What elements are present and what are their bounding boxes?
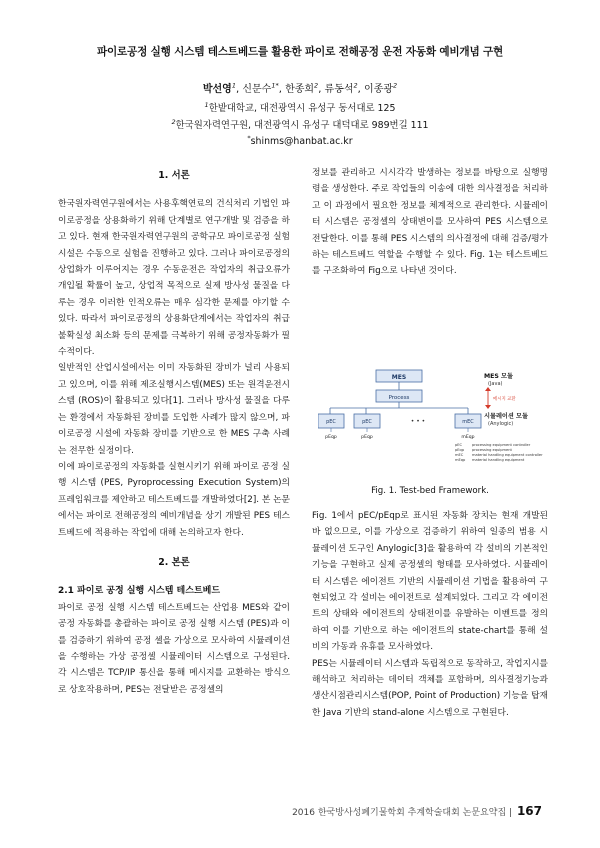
legend-key: pEqp (455, 448, 465, 452)
paragraph: 한국원자력연구원에서는 사용후핵연료의 건식처리 기법인 파이로공정을 상용화하기 위해 단계별로 연구개발 및 검증을 하고 있다. 현재 한국원자력연구원의 공학규모 파이로공정 실험시설은 수동으로 실험을 진행하고 있다. 그러나 파이로공정의 상업화가 이루어지는 경우 수동운전은 작업자의 취급오류가 개입될 확률이 높고, 상업적 목적으로 실제 방사성 물질을 다루는 경우 이러한 인적오류는 매우 심각한 문제를 야기할 수 있다. 따라서 파이로공정의 상용화단계에서는 작업자의 취급불확실성 최소화 등의 문제를 극복하기 위해 공정자동화가 필수적이다. (58, 199, 290, 358)
sim-module-label: 시뮬레이션 모듈 (484, 413, 528, 420)
author-sup: 1* (271, 81, 279, 90)
arrow-head-down-icon (485, 405, 491, 409)
process-box-label: Process (388, 395, 410, 401)
affiliation-sup: 1 (204, 100, 209, 109)
author-name: 류동석 (324, 84, 354, 95)
author-sup: 2 (353, 81, 358, 90)
paragraph: Fig. 1에서 pEC/pEqp로 표시된 자동화 장치는 현재 개발된 바 없으므로, 이를 가상으로 검증하기 위하여 일종의 범용 시뮬레이션 도구인 Anylogic[3]을 활용하여 각 설비의 기본적인 기능을 구현하고 실제 공정셀의 형태를 모사하였다. 시뮬레이터 시스템은 에이전트 기반의 시뮬레이션 기법을 활용하여 구현되었고 각 설비는 에이전트로 설계되었다. 그리고 각 에이전트의 상태와 에이전트의 상태전이를 유발하는 이벤트를 정의하여 이를 기반으로 하는 에이전트의 state-chart를 통해 설비의 가동과 유휴를 모사하였다. (312, 511, 548, 653)
testbed-framework-figure (318, 366, 546, 474)
section-heading-body: 2. 본론 (158, 556, 190, 568)
affiliation-text: 한밭대학교, 대전광역시 유성구 동서대로 125 (208, 103, 396, 114)
subsection-heading: 2.1 파이로 공정 실행 시스템 테스트베드 (58, 586, 221, 597)
mes-box-label: MES (391, 374, 407, 381)
author-name: 박선영 (202, 84, 232, 95)
eqp-label: pEqp (325, 435, 337, 440)
eqp-label: pEqp (361, 435, 373, 440)
author-sup: 1 (231, 81, 236, 90)
paragraph: 이에 파이로공정의 자동화를 실현시키기 위해 파이로 공정 실행 시스템 (PES, Pyroprocessing Execution System)의 프레임워크를 제안하고 테스트베드를 개발하였다[2]. 본 논문에서는 파이로 전해공정의 예비개념을 상기 개발된 PES 테스트베드에 적용하는 작업에 대해 논의하고자 한다. (58, 461, 290, 538)
author-sup: 2 (314, 81, 319, 90)
contact-email (0, 134, 600, 147)
footer-text: 2016 한국방사성폐기물학회 추계학술대회 논문요약집 (292, 808, 507, 818)
section-heading-intro: 1. 서론 (158, 170, 190, 181)
figure-caption: Fig. 1. Test-bed Framework. (371, 486, 489, 496)
message-exchange-label: 메시지 교환 (493, 397, 516, 402)
affiliation-sup: * (247, 134, 251, 142)
pec-box-label: pEC (362, 419, 372, 425)
author-list: 박선영$^1$, 신문수$^{1*}$, 한종희$^2$, 류동석$^2$, 이종광$^2$ (202, 81, 398, 95)
email-text: shinms@hanbat.ac.kr (250, 136, 353, 148)
author-name: 이종광 (364, 84, 394, 95)
page-footer (292, 804, 542, 818)
eqp-label: mEqp (461, 435, 475, 440)
affiliation (0, 117, 600, 131)
legend-desc: processing equipment controller (472, 443, 531, 447)
framework-diagram (318, 366, 546, 474)
footer-separator: | (509, 808, 513, 818)
paragraph: 일반적인 산업시설에서는 이미 자동화된 장비가 널리 사용되고 있으며, 이를 위해 제조실행시스템(MES) 또는 원격운전시스템 (ROS)이 활용되고 있다[1]. 그러나 방사성 물질을 다루는 환경에서 자동화된 장비를 도입한 사례가 많지 않으며, 파이로공정 시설에 자동화 장비를 기반으로 한 MES 구축 사례는 전무한 실정이다. (58, 363, 290, 456)
left-column (58, 168, 290, 698)
sim-module-sublabel: (Anylogic) (488, 421, 514, 427)
affiliation-sup: 2 (171, 117, 176, 126)
author-name: 한종희 (285, 84, 315, 95)
pec-box-label: pEC (326, 419, 336, 425)
legend-desc: material handling equipment controller (472, 453, 543, 457)
paper-title: 파이로공정 실행 시스템 테스트베드를 활용한 파이로 전해공정 운전 자동화 예비개념 구현 (96, 46, 504, 58)
right-column-bottom (312, 508, 548, 721)
mes-module-sublabel: (Java) (488, 381, 503, 387)
right-column-top (312, 165, 548, 280)
mec-box-label: mEC (462, 419, 474, 425)
arrow-head-up-icon (485, 387, 491, 391)
paragraph: PES는 시뮬레이터 시스템과 독립적으로 동작하고, 작업지시를 해석하고 처리하는 데이터 객체를 포함하며, 의사결정기능과 생산시점관리시스템(POP, Point of Production) 기능을 탑재한 Java 기반의 stand-alone 시스템으로 구현된다. (312, 658, 549, 718)
legend-desc: processing equipment (472, 448, 512, 452)
paragraph: 정보를 관리하고 시시각각 발생하는 정보를 바탕으로 실행명령을 생성한다. 주로 작업들의 이송에 대한 의사결정을 처리하고 이 과정에서 필요한 정보를 체계적으로 관리한다. 시뮬레이터 시스템은 공정셀의 상태변이를 모사하여 PES 시스템으로 전달한다. 이를 통해 PES 시스템의 의사결정에 대해 검증/평가하는 테스트베드 역할을 수행할 수 있다. Fig. 1는 테스트베드를 구조화하여 Fig으로 나타낸 것이다. (312, 168, 548, 277)
ellipsis-dots: • • • (410, 418, 426, 425)
page-number: 167 (516, 804, 542, 818)
affiliation-text: 한국원자력연구원, 대전광역시 유성구 대덕대로 989번길 111 (175, 120, 429, 131)
legend-key: mEC (455, 453, 464, 457)
paragraph: 파이로 공정 실행 시스템 테스트베드는 산업용 MES와 같이 공정 자동화를 총괄하는 파이로 공정 실행 시스템 (PES)과 이를 검증하기 위하여 공정 셀을 가상으로 모사하여 시뮬레이션을 수행하는 가상 공정셀 시뮬레이터 시스템으로 구성된다. 각 시스템은 TCP/IP 통신을 통해 메시지를 교환하는 방식으로 상호작용하며, PES는 전달받은 공정셀의 (58, 602, 290, 695)
author-sup: 2 (393, 81, 398, 90)
affiliation (0, 100, 600, 114)
legend-desc: material handling equipment (472, 458, 525, 462)
legend-key: mEqp (455, 458, 466, 462)
legend-key: pEC (455, 443, 463, 447)
mes-module-label: MES 모듈 (484, 373, 513, 380)
author-name: 신문수 (242, 84, 272, 95)
